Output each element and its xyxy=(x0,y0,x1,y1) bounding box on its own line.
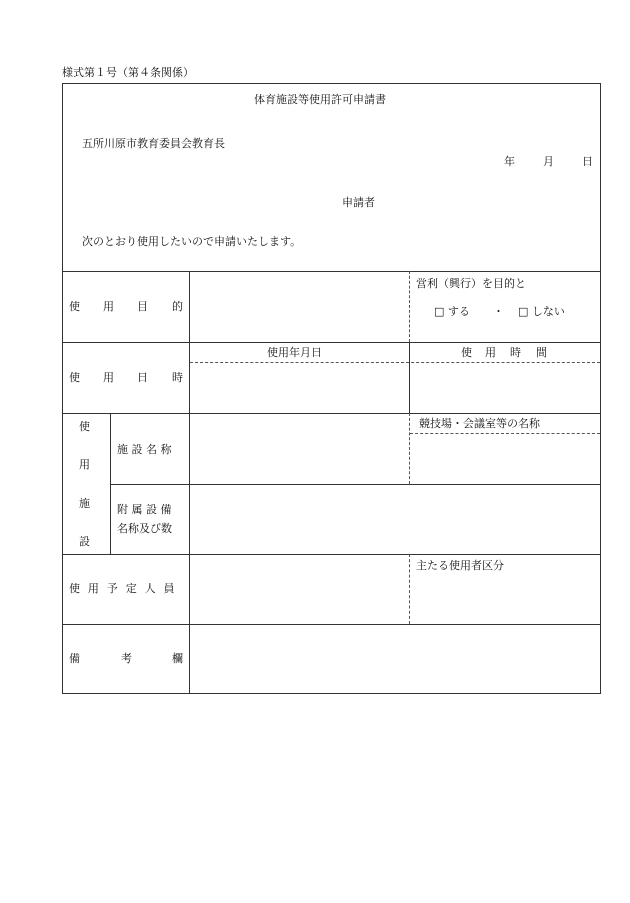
datetime-label-3: 日 xyxy=(137,371,148,384)
venue-header: 競技場・会議室等の名称 xyxy=(419,417,540,430)
remarks-label-3: 欄 xyxy=(172,652,183,665)
equipment-label-2: 名称及び数 xyxy=(117,522,172,535)
time-header-4: 間 xyxy=(536,346,547,359)
option-separator: ・ xyxy=(493,305,504,318)
row-sep-2 xyxy=(62,342,601,343)
facility-name-label: 施 設 名 称 xyxy=(117,443,172,456)
user-category-label: 主たる使用者区分 xyxy=(416,559,504,572)
datetime-label-4: 時 xyxy=(172,371,183,384)
purpose-label-4: 的 xyxy=(172,300,183,313)
purpose-divider xyxy=(409,271,410,342)
facility-group-label-1: 使 xyxy=(79,420,90,433)
attendance-field[interactable] xyxy=(190,555,408,624)
facility-group-label-3: 施 xyxy=(79,497,90,510)
purpose-label-2: 用 xyxy=(103,300,114,313)
purpose-label-3: 目 xyxy=(137,300,148,313)
use-time-field[interactable] xyxy=(410,363,600,412)
date-month-label: 月 xyxy=(543,155,554,168)
equipment-field[interactable] xyxy=(190,485,600,554)
remarks-field[interactable] xyxy=(190,625,600,693)
option-yes[interactable]: □ する xyxy=(434,305,470,318)
frame-top xyxy=(62,83,601,84)
facility-subcolumn-divider xyxy=(110,413,111,554)
form-title: 体育施設等使用許可申請書 xyxy=(254,93,386,106)
remarks-label-1: 備 xyxy=(69,652,80,665)
option-no[interactable]: □ しない xyxy=(518,305,565,318)
venue-name-field[interactable] xyxy=(410,434,600,484)
date-year-label: 年 xyxy=(504,155,515,168)
time-header-1: 使 xyxy=(461,346,472,359)
date-header: 使用年月日 xyxy=(267,346,322,359)
date-day-label: 日 xyxy=(582,155,593,168)
purpose-label-1: 使 xyxy=(69,300,80,313)
addressee: 五所川原市教育委員会教育長 xyxy=(82,137,225,150)
purpose-field[interactable] xyxy=(190,272,408,342)
profit-question: 営利（興行）を目的と xyxy=(416,277,526,290)
time-header-2: 用 xyxy=(485,346,496,359)
facility-group-label-4: 設 xyxy=(79,535,90,548)
request-sentence: 次のとおり使用したいので申請いたします。 xyxy=(82,235,302,248)
datetime-label-1: 使 xyxy=(69,371,80,384)
form-number: 様式第１号（第４条関係） xyxy=(62,66,194,79)
datetime-label-2: 用 xyxy=(103,371,114,384)
user-category-field[interactable] xyxy=(410,575,600,624)
attendance-label: 使 用 予 定 人 員 xyxy=(69,582,177,595)
facility-name-field[interactable] xyxy=(190,414,408,484)
facility-group-label-2: 用 xyxy=(79,458,90,471)
frame-bottom xyxy=(62,693,601,694)
applicant-label: 申請者 xyxy=(342,196,375,209)
time-header-3: 時 xyxy=(510,346,521,359)
frame-left xyxy=(62,83,63,694)
use-date-field[interactable] xyxy=(190,363,408,412)
frame-right xyxy=(600,83,601,694)
remarks-label-2: 考 xyxy=(121,652,132,665)
equipment-label-1: 附 属 設 備 xyxy=(117,503,172,516)
